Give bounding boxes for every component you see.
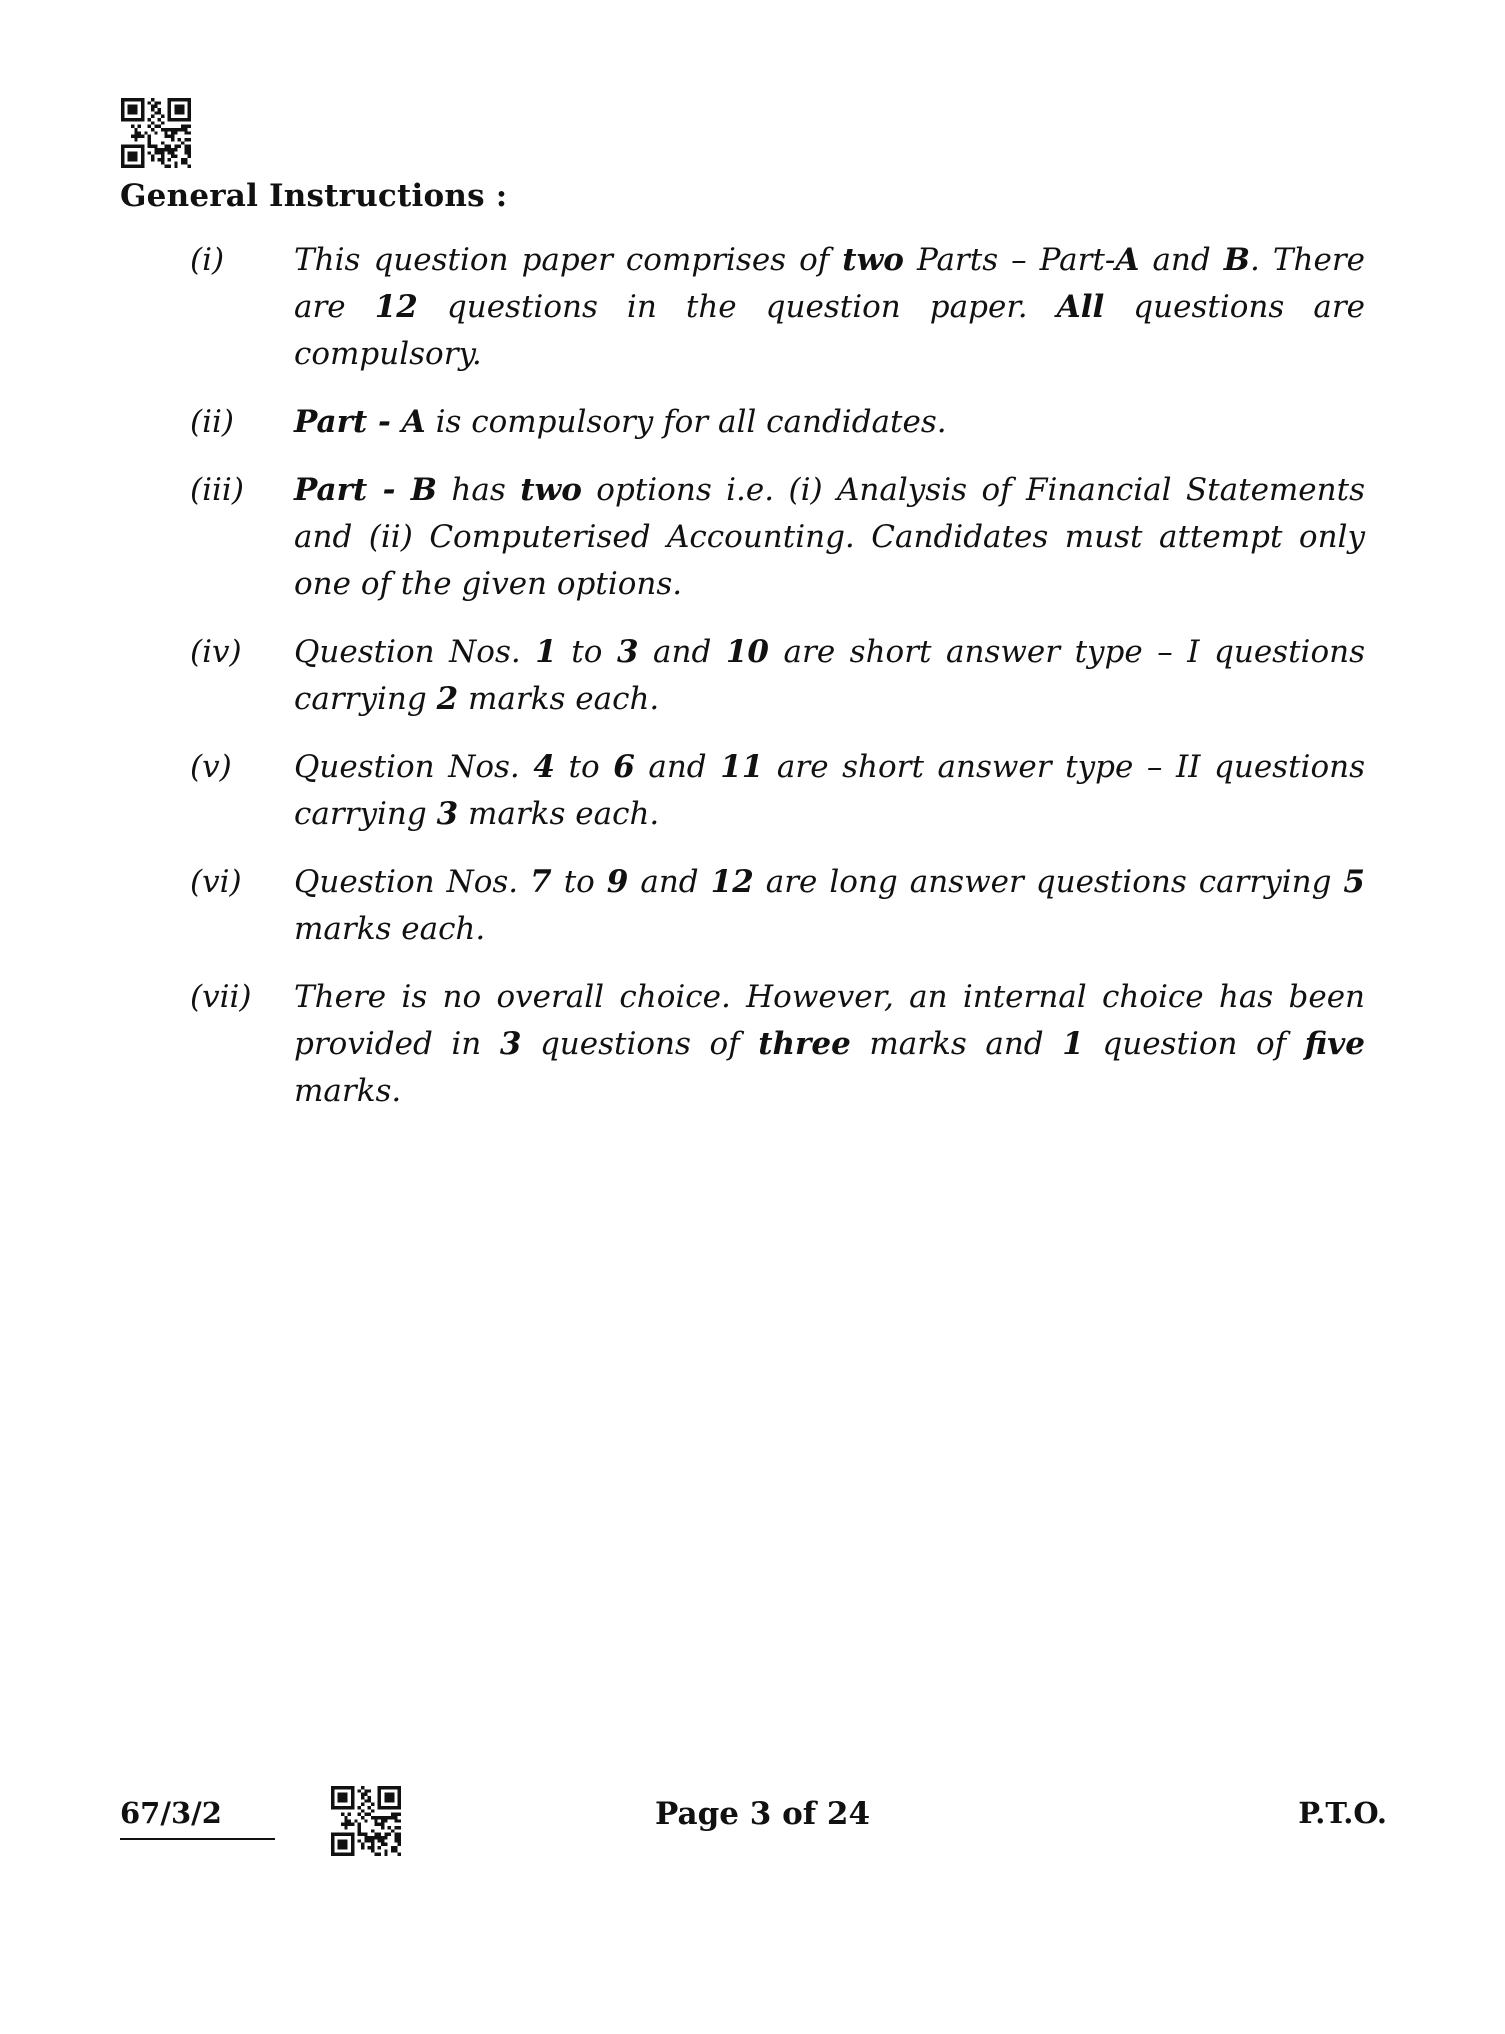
instruction-text <box>294 629 1365 723</box>
instruction-text <box>294 744 1365 838</box>
text-run: to <box>551 864 607 900</box>
emphasis-text: 1 <box>1062 1026 1084 1062</box>
instruction-item <box>190 237 1365 378</box>
text-run: questions of <box>521 1026 759 1062</box>
text-run: marks and <box>850 1026 1063 1062</box>
emphasis-text: All <box>1056 289 1105 325</box>
instruction-marker: (iii) <box>190 472 244 508</box>
text-run: There is no overall choice. However, an internal choice has been provided in <box>294 979 1365 1062</box>
emphasis-text: 9 <box>606 864 629 900</box>
emphasis-text: B <box>1223 242 1250 278</box>
instruction-item <box>190 399 1365 446</box>
emphasis-text: 11 <box>720 749 764 785</box>
instruction-marker: (vi) <box>190 864 242 900</box>
instruction-marker: (i) <box>190 242 225 278</box>
emphasis-text: 2 <box>436 681 459 717</box>
text-run: are long answer questions carrying <box>753 864 1344 900</box>
instruction-text <box>294 237 1365 378</box>
qr-code-icon <box>120 98 192 168</box>
instruction-marker: (iv) <box>190 634 242 670</box>
text-run: and <box>638 634 726 670</box>
text-run: marks. <box>294 1073 402 1109</box>
text-run: and <box>628 864 711 900</box>
text-run: to <box>556 634 617 670</box>
instruction-item <box>190 467 1365 608</box>
emphasis-text: two <box>842 242 904 278</box>
pto-label: P.T.O. <box>1298 1796 1387 1830</box>
instruction-text <box>294 974 1365 1115</box>
text-run: Question Nos. <box>294 749 534 785</box>
text-run: options i.e. (i) Analysis of Financial Statements and (ii) Computerised Accounting. Candidates must attempt only one of the given options. <box>294 472 1365 602</box>
emphasis-text: 7 <box>530 864 552 900</box>
emphasis-text: Part - A <box>294 404 426 440</box>
emphasis-text: 4 <box>533 749 555 785</box>
emphasis-text: 12 <box>710 864 754 900</box>
emphasis-text: 3 <box>616 634 639 670</box>
instruction-item <box>190 859 1365 953</box>
text-run: are short answer type – II questions carrying <box>294 749 1365 832</box>
instruction-text <box>294 859 1365 953</box>
instruction-marker: (ii) <box>190 404 235 440</box>
emphasis-text: two <box>520 472 582 508</box>
instruction-marker: (v) <box>190 749 232 785</box>
emphasis-text: 10 <box>725 634 769 670</box>
emphasis-text: 12 <box>374 289 418 325</box>
text-run: questions are compulsory. <box>294 289 1365 372</box>
text-run: has <box>437 472 521 508</box>
instruction-list <box>190 237 1365 1136</box>
text-run: . There are <box>294 242 1365 325</box>
text-run: to <box>554 749 614 785</box>
emphasis-text: 1 <box>535 634 557 670</box>
text-run: This question paper comprises of <box>294 242 843 278</box>
emphasis-text: 5 <box>1343 864 1365 900</box>
text-run: Question Nos. <box>294 864 531 900</box>
emphasis-text: Part - B <box>294 472 437 508</box>
text-run: marks each. <box>458 681 660 717</box>
text-run: and <box>1139 242 1224 278</box>
instruction-item <box>190 974 1365 1115</box>
text-run: is compulsory for all candidates. <box>425 404 947 440</box>
text-run: are short answer type – I questions carrying <box>294 634 1365 717</box>
emphasis-text: 6 <box>613 749 635 785</box>
qr-code-icon <box>330 1786 402 1856</box>
emphasis-text: three <box>758 1026 851 1062</box>
text-run: marks each. <box>294 911 486 947</box>
instruction-text <box>294 399 1365 446</box>
paper-code: 67/3/2 <box>120 1796 275 1840</box>
page-title: General Instructions : <box>120 178 508 214</box>
text-run: questions in the question paper. <box>417 289 1057 325</box>
emphasis-text: five <box>1304 1026 1365 1062</box>
emphasis-text: 3 <box>436 796 459 832</box>
text-run: and <box>634 749 721 785</box>
instruction-item <box>190 629 1365 723</box>
text-run: Question Nos. <box>294 634 536 670</box>
text-run: marks each. <box>458 796 660 832</box>
instruction-item <box>190 744 1365 838</box>
emphasis-text: 3 <box>499 1026 522 1062</box>
instruction-text <box>294 467 1365 608</box>
text-run: question of <box>1083 1026 1305 1062</box>
text-run: Parts – Part- <box>903 242 1116 278</box>
instruction-marker: (vii) <box>190 979 252 1015</box>
page-number: Page 3 of 24 <box>655 1796 871 1832</box>
emphasis-text: A <box>1115 242 1140 278</box>
